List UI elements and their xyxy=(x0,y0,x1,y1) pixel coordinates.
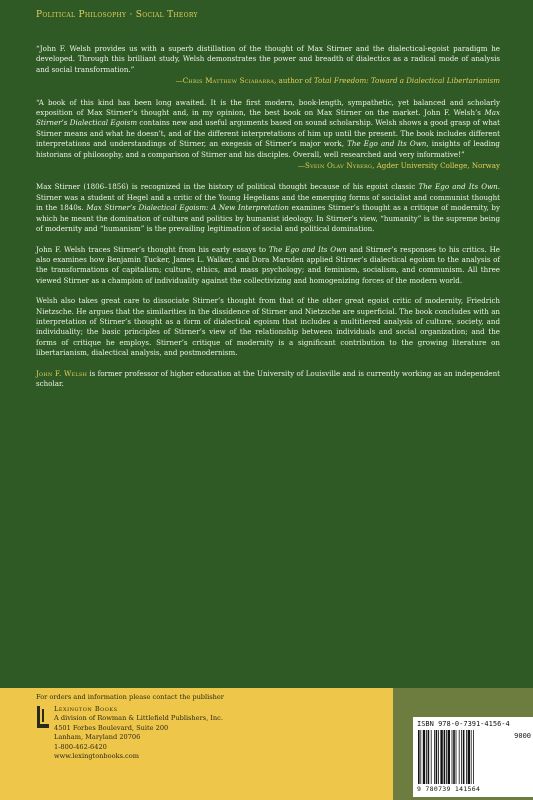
barcode-bar xyxy=(436,730,438,784)
barcode-bar xyxy=(426,730,427,784)
publisher-address-1: 4501 Forbes Boulevard, Suite 200 xyxy=(54,723,169,732)
barcode-bar xyxy=(468,730,470,784)
barcode-bar xyxy=(466,730,467,784)
isbn-barcode xyxy=(413,717,533,797)
barcode-bar xyxy=(440,730,442,784)
publisher-website: www.lexingtonbooks.com xyxy=(54,752,139,760)
barcode-bar xyxy=(434,730,435,784)
barcode-bar xyxy=(420,730,421,784)
barcode-bar xyxy=(471,730,472,784)
barcode-bar xyxy=(456,730,457,784)
author-bio: John F. Welsh is former professor of higher education at the University of Louisville and is currently working as an independent scholar. xyxy=(36,368,501,388)
barcode-bar xyxy=(446,730,447,784)
category-label: Political Philosophy · Social Theory xyxy=(36,10,198,20)
blurb-1-text: “John F. Welsh provides us with a superb distillation of the thought of Max Stirner and the dialectical-egoist paradigm he developed. Through this brilliant study, Welsh demonstrates the power and breadth of dialectics as a radical mode of analysis and social transformation.” xyxy=(36,44,500,74)
author-name: John F. Welsh xyxy=(36,368,88,378)
barcode-bar xyxy=(418,730,420,784)
publisher-division: A division of Rowman & Littlefield Publishers, Inc. xyxy=(54,714,223,722)
barcode-bar xyxy=(473,730,474,784)
barcode-bar xyxy=(459,730,460,784)
publisher-phone: 1-800-462-6420 xyxy=(54,742,107,751)
blurb-2-attribution: —Svein Olav Nyberg, Agder University College, Norway xyxy=(297,161,500,171)
blurb-2-author: Svein Olav Nyberg xyxy=(305,161,373,171)
barcode-bar xyxy=(452,730,453,784)
price-code: 9000 xyxy=(514,732,531,740)
barcode-bar xyxy=(444,730,446,784)
publisher-intro: For orders and information please contact the publisher xyxy=(36,693,224,701)
barcode-bars xyxy=(417,730,497,784)
barcode-bar xyxy=(431,730,432,784)
barcode-bar xyxy=(463,730,465,784)
blurb-1-work: Total Freedom: Toward a Dialectical Libertarianism xyxy=(313,76,500,86)
cover-text xyxy=(36,44,500,399)
description-paragraph-2: John F. Welsh traces Stirner’s thought from his early essays to The Ego and Its Own and Stirner’s responses to his critics. He also examines how Benjamin Tucker, James L. Walker, and Dora Marsden applied Stirner’s dialectical egoism to the analysis of the transformations of capitalism; culture, ethics, and mass psychology; and feminism, socialism, and communism. All three viewed Stirner as a champion of individuality against the collectivizing and homogenizing forces of the modern world. xyxy=(36,244,500,285)
description-paragraph-1: Max Stirner (1806–1856) is recognized in the history of political thought because of his egoist classic The Ego and Its Own. Stirner was a student of Hegel and a critic of the Young Hegelians and the emerging forms of socialist and communist thought in the 1840s. Max Stirner’s Dialectical Egoism: A New Interpretation examines Stirner’s thought as a critique of modernity, by which he meant the domination of culture and politics by humanist ideology. In Stirner’s view, “humanity” is the supreme being of modernity and “humanism” is the prevailing legitimation of social and political domination. xyxy=(36,182,500,234)
publisher-info xyxy=(36,693,224,762)
description-paragraph-3: Welsh also takes great care to dissociate Stirner’s thought from that of the other great egoist critic of modernity, Friedrich Nietzsche. He argues that the similarities in the dissidence of Stirner and Nietzsche are superficial. The book concludes with an interpretation of Stirner’s thought as a form of dialectical egoism that includes a multitiered analysis of culture, society, and individuality; the basic principles of Stirner’s view of the relationship between individuals and social organization; and the forms of critique he employs. Stirner’s critique of modernity is a significant contribution to the growing literature on libertarianism, dialectical analysis, and postmodernism. xyxy=(36,296,500,358)
barcode-bar xyxy=(423,730,425,784)
blurb-1 xyxy=(36,44,500,87)
isbn-label: ISBN 978-0-7391-4156-4 xyxy=(417,720,510,728)
blurb-1-attribution: —Chris Matthew Sciabarra, author of Total Freedom: Toward a Dialectical Libertarianism xyxy=(175,76,500,86)
publisher-name: Lexington Books xyxy=(54,704,118,713)
barcode-bar xyxy=(448,730,450,784)
publisher-logo-icon xyxy=(36,705,50,729)
barcode-bar xyxy=(461,730,462,784)
publisher-address-2: Lanham, Maryland 20706 xyxy=(54,733,141,741)
barcode-bar xyxy=(438,730,439,784)
barcode-bar xyxy=(428,730,430,784)
blurb-1-author: Chris Matthew Sciabarra xyxy=(182,76,275,86)
blurb-2: “A book of this kind has been long awaited. It is the first modern, book-length, sympathetic, yet balanced and scholarly exposition of Max Stirner’s thought and, in my opinion, the best book on Max Stirner on the market. John F. Welsh’s Max Stirner’s Dialectical Egoism contains new and useful arguments based on sound scholarship. Welsh shows a good grasp of what Stirner means and what he doesn’t, and of the different interpretations of him up until the present. The book includes different interpretations and understandings of Stirner, an exegesis of Stirner’s major work, The Ego and Its Own, insights of leading historians of philosophy, and a comparison of Stirner and his disciples. Overall, well researched and very informative!” —Svein Olav Nyberg, Agder University College, Norway xyxy=(36,97,500,171)
barcode-bar xyxy=(453,730,455,784)
barcode-digits: 9 780739 141564 xyxy=(417,785,481,793)
